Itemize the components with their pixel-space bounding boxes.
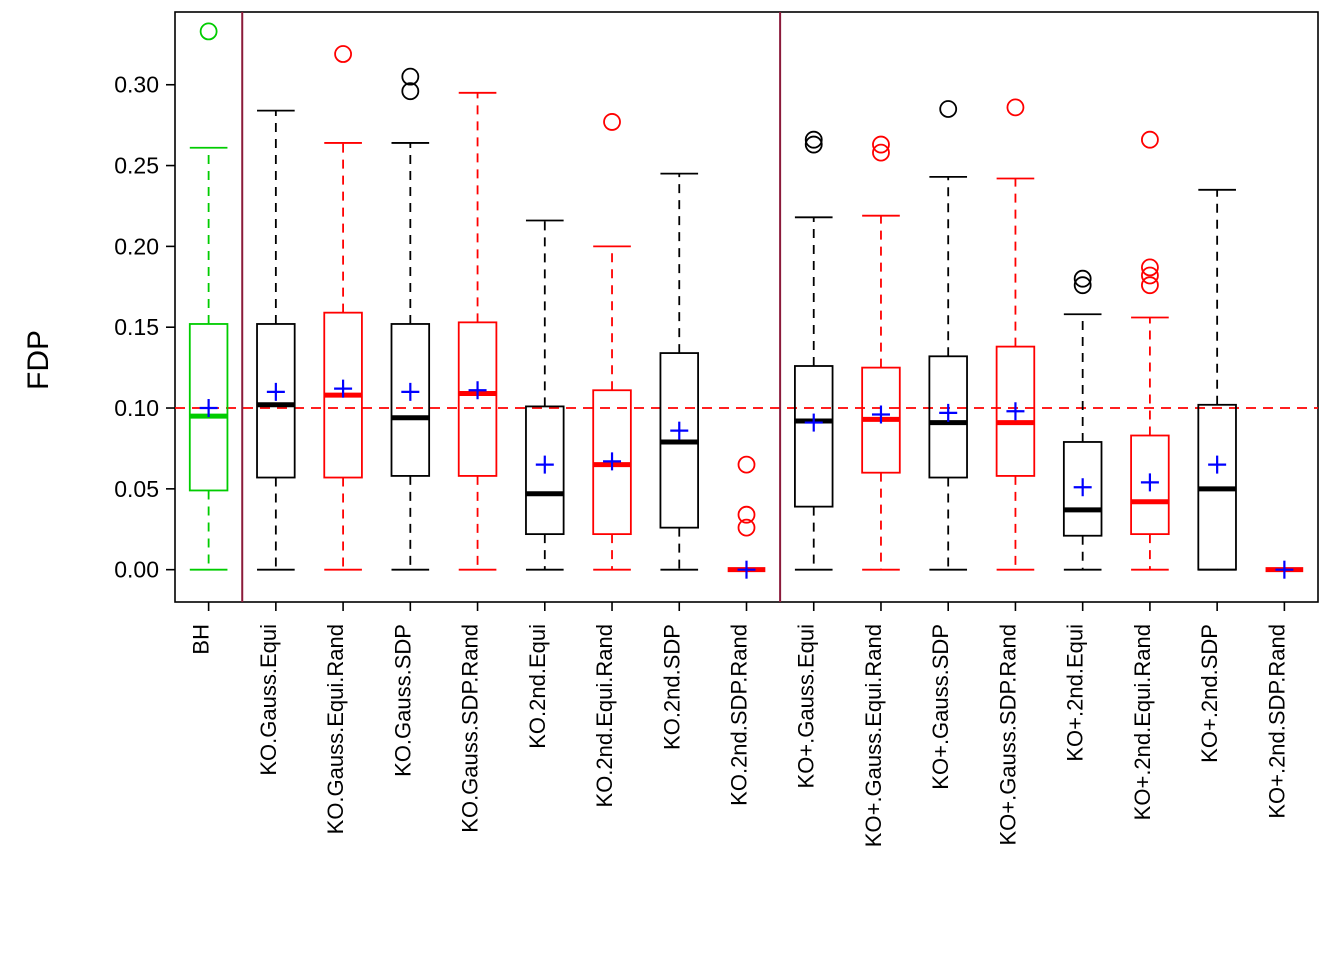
box-group: [997, 99, 1035, 569]
y-axis-title: FDP: [22, 330, 55, 390]
x-axis-category-label: KO+.Gauss.Equi: [793, 624, 819, 789]
box-group: [593, 114, 631, 570]
x-axis-category-label: KO.2nd.SDP: [659, 624, 685, 750]
box-group: [795, 132, 833, 570]
outlier-point: [201, 23, 217, 39]
box-group: [190, 23, 228, 569]
x-axis-category-label: KO+.Gauss.SDP.Rand: [995, 624, 1021, 846]
box-group: [257, 111, 295, 570]
y-axis-tick-label: 0.00: [114, 556, 159, 583]
x-axis-category-label: KO+.2nd.Equi.Rand: [1129, 624, 1155, 821]
y-axis-tick-label: 0.30: [114, 71, 159, 98]
x-axis-category-label: KO+.2nd.Equi: [1062, 624, 1088, 762]
box-group: [929, 101, 967, 570]
box-group: [324, 46, 362, 570]
box-group: [459, 93, 497, 570]
y-axis-tick-label: 0.20: [114, 233, 159, 260]
y-axis-tick-label: 0.25: [114, 152, 159, 179]
outlier-point: [402, 83, 418, 99]
box-group: [660, 174, 698, 570]
box-group: [526, 221, 564, 570]
box-group: [1131, 132, 1169, 570]
x-axis-category-label: KO.Gauss.Equi: [255, 624, 281, 776]
box-group: [1198, 190, 1236, 570]
outlier-point: [1142, 277, 1158, 293]
x-axis-category-label: KO+.2nd.SDP: [1197, 624, 1223, 763]
x-axis-category-label: KO.2nd.Equi.Rand: [592, 624, 618, 808]
outlier-point: [1007, 99, 1023, 115]
outlier-point: [940, 101, 956, 117]
outlier-point: [335, 46, 351, 62]
outlier-point: [402, 69, 418, 85]
box-group: [728, 457, 766, 579]
outlier-point: [1142, 132, 1158, 148]
x-axis-category-label: KO.2nd.Equi: [524, 624, 550, 749]
outlier-point: [739, 457, 755, 473]
box-group: [862, 137, 900, 570]
x-axis-category-label: KO.2nd.SDP.Rand: [726, 624, 752, 806]
x-axis-category-label: KO.Gauss.SDP.Rand: [457, 624, 483, 833]
x-axis-category-label: KO.Gauss.SDP: [390, 624, 416, 777]
x-axis-category-label: BH: [188, 624, 214, 655]
y-axis-tick-label: 0.10: [114, 395, 159, 422]
x-axis-category-label: KO+.2nd.SDP.Rand: [1264, 624, 1290, 819]
y-axis-tick-label: 0.05: [114, 475, 159, 502]
outlier-point: [604, 114, 620, 130]
plot-frame: [175, 12, 1318, 602]
x-axis-category-label: KO+.Gauss.Equi.Rand: [860, 624, 886, 848]
x-axis-category-label: KO.Gauss.Equi.Rand: [323, 624, 349, 835]
box-group: [1266, 561, 1304, 579]
box-group: [391, 69, 429, 570]
y-axis-tick-label: 0.15: [114, 314, 159, 341]
box-group: [1064, 271, 1102, 570]
x-axis-category-label: KO+.Gauss.SDP: [928, 623, 954, 790]
box-rect: [795, 366, 833, 507]
